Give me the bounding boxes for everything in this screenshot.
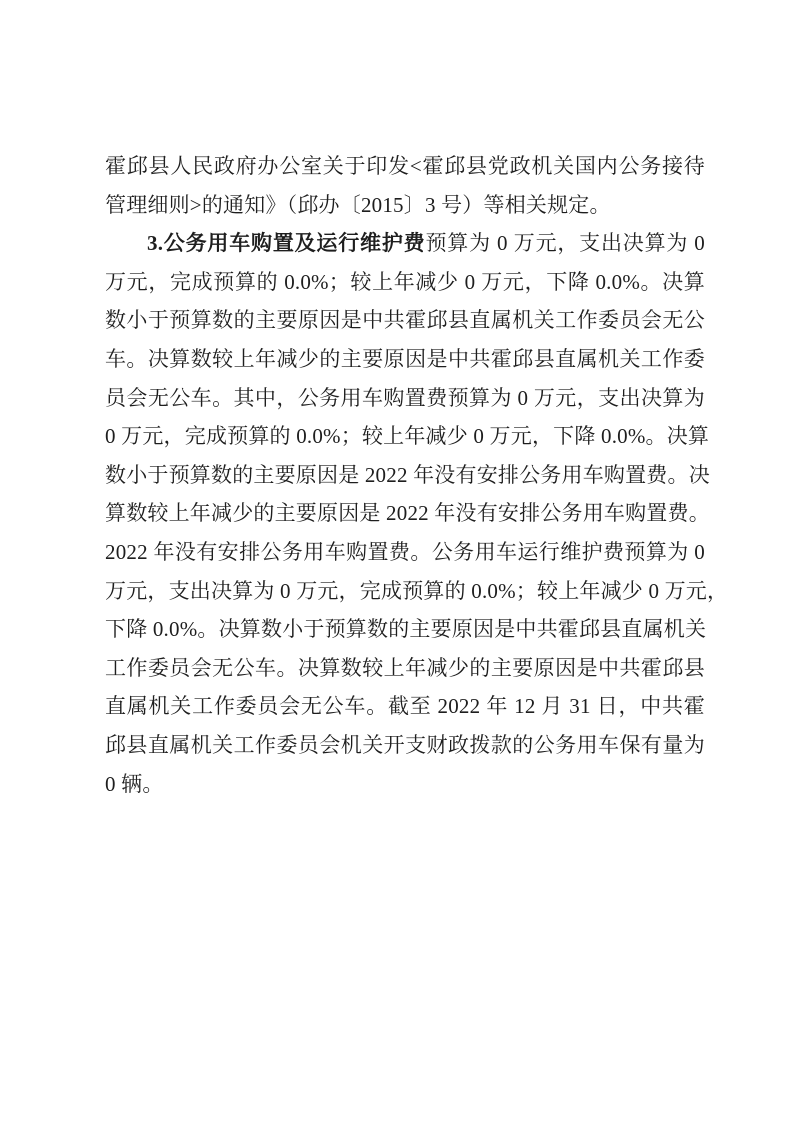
document-line	[105, 147, 705, 186]
line-text: 工作委员会无公车。决算数较上年减少的主要原因是中共霍邱县	[105, 655, 705, 680]
document-line	[105, 649, 705, 688]
line-text: 数小于预算数的主要原因是中共霍邱县直属机关工作委员会无公	[105, 308, 705, 333]
document-line	[105, 494, 710, 533]
line-text: 0 万元，完成预算的 0.0%；较上年减少 0 万元，下降 0.0%。决算	[105, 424, 710, 449]
line-text: 0 辆。	[105, 771, 164, 796]
line-text: 管理细则>的通知》（邱办〔2015〕3 号）等相关规定。	[105, 192, 611, 217]
document-line	[105, 263, 705, 302]
line-text: 车。决算数较上年减少的主要原因是中共霍邱县直属机关工作委	[105, 346, 705, 371]
line-text: 下降 0.0%。决算数小于预算数的主要原因是中共霍邱县直属机关	[105, 617, 707, 642]
line-text: 万元，完成预算的 0.0%；较上年减少 0 万元，下降 0.0%。决算	[105, 269, 705, 294]
document-line	[105, 186, 705, 225]
document-line	[105, 572, 729, 611]
line-text: 2022 年没有安排公务用车购置费。公务用车运行维护费预算为 0	[105, 539, 705, 564]
line-text: 数小于预算数的主要原因是 2022 年没有安排公务用车购置费。决	[105, 462, 710, 487]
line-text: 直属机关工作委员会无公车。截至 2022 年 12 月 31 日，中共霍	[105, 694, 705, 719]
line-text: 员会无公车。其中，公务用车购置费预算为 0 万元，支出决算为	[105, 385, 705, 410]
document-line	[105, 224, 705, 263]
bold-heading-text: 3.公务用车购置及运行维护费	[147, 231, 426, 256]
line-text: 预算为 0 万元，支出决算为 0	[425, 231, 705, 256]
document-line	[105, 417, 710, 456]
document-line	[105, 379, 705, 418]
document-line	[105, 726, 705, 765]
document-line	[105, 456, 710, 495]
document-line	[105, 765, 705, 804]
document-line	[105, 687, 705, 726]
document-line	[105, 301, 705, 340]
line-text: 算数较上年减少的主要原因是 2022 年没有安排公务用车购置费。	[105, 501, 710, 526]
document-text-block	[105, 147, 729, 803]
line-text: 邱县直属机关工作委员会机关开支财政拨款的公务用车保有量为	[105, 732, 705, 757]
line-text: 万元，支出决算为 0 万元，完成预算的 0.0%；较上年减少 0 万元，	[105, 578, 729, 603]
line-text: 霍邱县人民政府办公室关于印发<霍邱县党政机关国内公务接待	[105, 154, 705, 178]
document-line	[105, 610, 705, 649]
document-line	[105, 340, 705, 379]
document-line	[105, 533, 705, 572]
